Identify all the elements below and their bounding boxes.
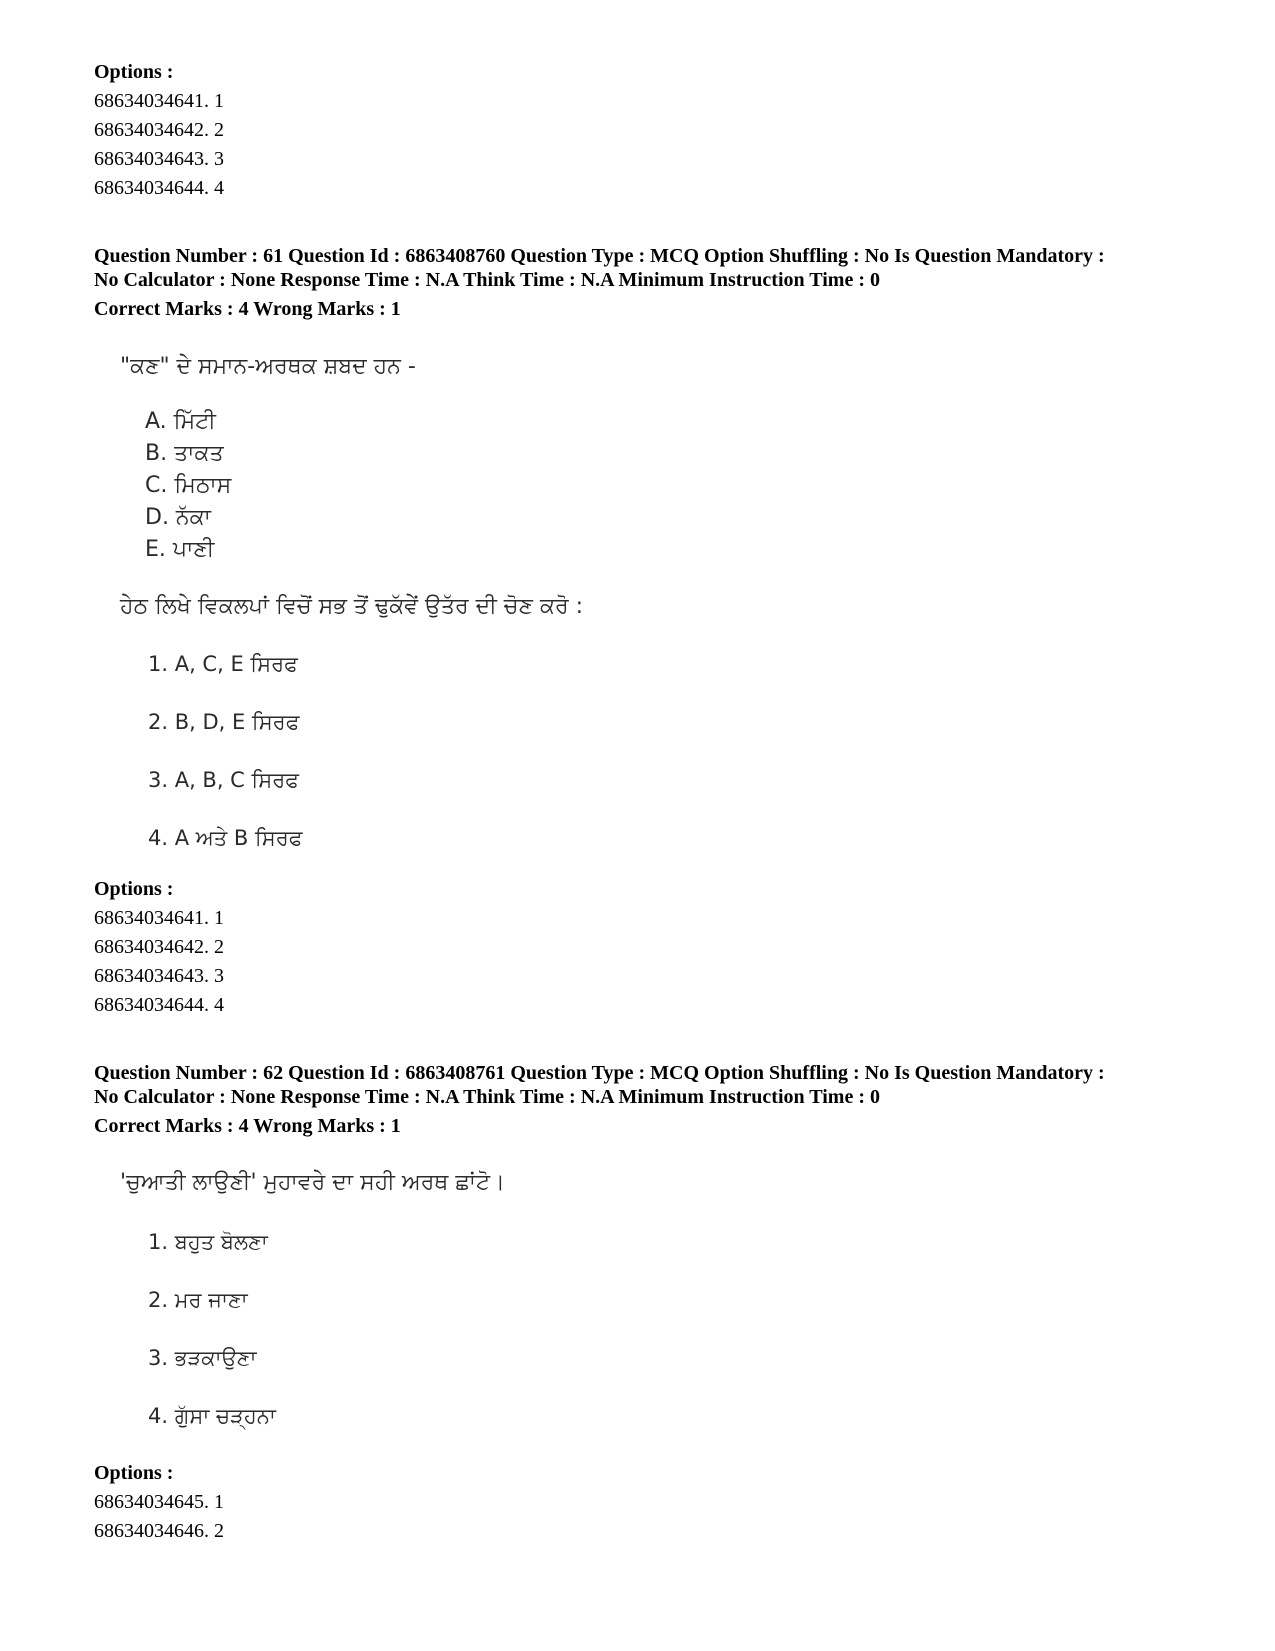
answer-choice: 3. A, B, C ਸਿਰਫ [148,768,300,792]
question-instruction: ਹੇਠ ਲਿਖੇ ਵਿਕਲਪਾਂ ਵਿਚੋਂ ਸਭ ਤੋਂ ਢੁਕੱਵੇਂ ਉਤੱਰ ਦੀ ਚੋਣ ਕਰੋ : [120,594,584,619]
statement-item: E. ਪਾਣੀ [145,537,215,562]
question-header: Question Number : 61 Question Id : 6863408760 Question Type : MCQ Option Shuffling : No Is Question Mandatory : [94,245,1105,267]
answer-choice: 2. B, D, E ਸਿਰਫ [148,710,300,734]
option-line: 68634034643. 3 [94,965,224,987]
option-line: 68634034645. 1 [94,1491,224,1513]
options-heading: Options : [94,1462,174,1484]
option-line: 68634034642. 2 [94,119,224,141]
question-header-line2: No Calculator : None Response Time : N.A Think Time : N.A Minimum Instruction Time : 0 [94,269,880,291]
answer-choice: 3. ਭੜਕਾਉਣਾ [148,1346,257,1370]
option-line: 68634034644. 4 [94,994,224,1016]
option-line: 68634034642. 2 [94,936,224,958]
statement-item: B. ਤਾਕਤ [145,441,224,466]
option-line: 68634034644. 4 [94,177,224,199]
answer-choice: 1. A, C, E ਸਿਰਫ [148,652,298,676]
option-line: 68634034643. 3 [94,148,224,170]
option-line: 68634034646. 2 [94,1520,224,1542]
question-header-line2: No Calculator : None Response Time : N.A Think Time : N.A Minimum Instruction Time : 0 [94,1086,880,1108]
question-marks: Correct Marks : 4 Wrong Marks : 1 [94,1115,401,1137]
statement-item: D. ਨੱਕਾ [145,505,211,530]
question-marks: Correct Marks : 4 Wrong Marks : 1 [94,298,401,320]
question-header: Question Number : 62 Question Id : 6863408761 Question Type : MCQ Option Shuffling : No Is Question Mandatory : [94,1062,1105,1084]
statement-item: A. ਮਿੱਟੀ [145,409,216,434]
options-heading: Options : [94,61,174,83]
question-stem: "ਕਣ" ਦੇ ਸਮਾਨ-ਅਰਥਕ ਸ਼ਬਦ ਹਨ - [120,354,416,379]
answer-choice: 1. ਬਹੁਤ ਬੋਲਣਾ [148,1230,268,1254]
statement-item: C. ਮਿਠਾਸ [145,473,232,498]
option-line: 68634034641. 1 [94,907,224,929]
options-heading: Options : [94,878,174,900]
question-stem: 'ਚੁਆਤੀ ਲਾਉਣੀ' ਮੁਹਾਵਰੇ ਦਾ ਸਹੀ ਅਰਥ ਛਾਂਟੋ। [120,1170,505,1195]
answer-choice: 2. ਮਰ ਜਾਣਾ [148,1288,248,1312]
option-line: 68634034641. 1 [94,90,224,112]
answer-choice: 4. ਗੁੱਸਾ ਚੜ੍ਹਨਾ [148,1404,276,1428]
answer-choice: 4. A ਅਤੇ B ਸਿਰਫ [148,826,303,850]
